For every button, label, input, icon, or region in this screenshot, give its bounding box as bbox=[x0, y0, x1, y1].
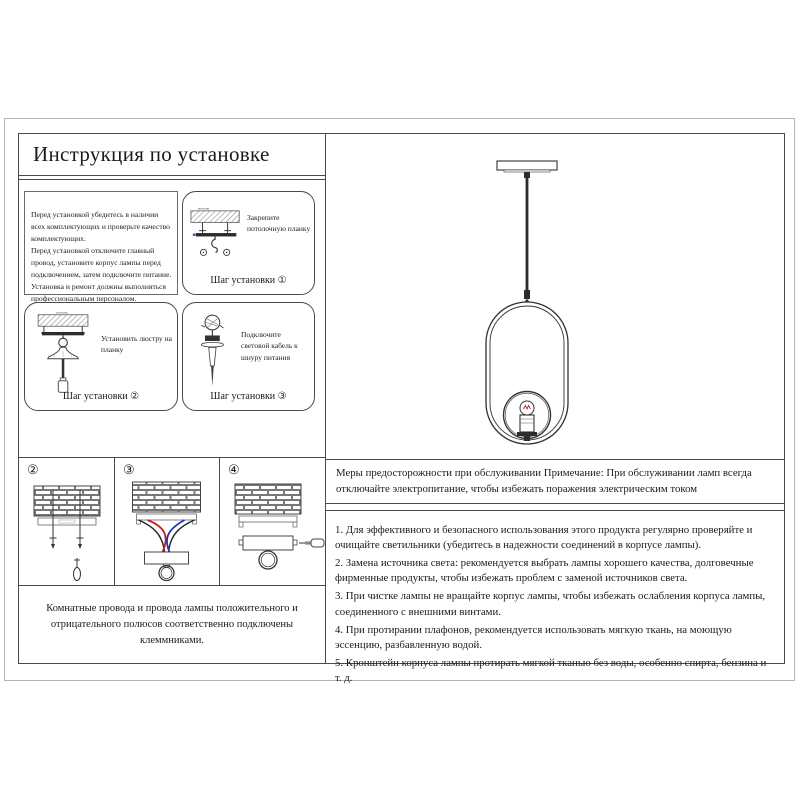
wire-connection-diagram bbox=[193, 311, 241, 395]
install-step-3-box bbox=[182, 302, 315, 411]
maintenance-item: 4. При протирании плафонов, рекомендуется использовать мягкую ткань, на моющую эссенцию, разбавленную водой. bbox=[335, 623, 732, 651]
instruction-sheet bbox=[18, 133, 785, 684]
step-2-label: Шаг установки ② bbox=[62, 391, 140, 402]
install-step-2-box bbox=[24, 302, 178, 411]
ceiling-label: потолок bbox=[197, 206, 210, 211]
step-3-label: Шаг установки ③ bbox=[210, 391, 287, 402]
ceiling-label: потолок bbox=[56, 310, 68, 315]
panel-3-number: ③ bbox=[123, 462, 135, 477]
installation-column bbox=[19, 134, 326, 663]
pre-install-warning-text: Перед установкой убедитесь в наличии всех комплектующих и проверьте качество комплектующих. Перед установкой отключите главный провод, установите корпус лампы перед подключением, затем подключите питание. Установка и ремонт должны выполняться профессиональным персоналом. bbox=[31, 209, 172, 303]
wiring-note-text: Комнатные провода и провода лампы положительного и отрицательного полюсов соответственно подключены клеммниками. bbox=[46, 603, 298, 646]
bulb-filament bbox=[524, 406, 531, 410]
wire-mark bbox=[193, 234, 195, 236]
panel-tighten bbox=[220, 458, 325, 585]
step-2-caption: Установить люстру на планку bbox=[101, 334, 172, 355]
step-1-label: Шаг установки ① bbox=[210, 275, 287, 286]
panel-screws bbox=[19, 458, 115, 585]
precaution-text: Меры предосторожности при обслуживании Примечание: При обслуживании ламп всегда отключайте электропитание, чтобы избежать поражения электрическим током bbox=[336, 467, 752, 495]
precaution-box bbox=[326, 459, 784, 504]
maintenance-item: 3. При чистке лампы не вращайте корпус лампы, чтобы избежать ослабления корпуса лампы, соединенного с внешними винтами. bbox=[335, 590, 766, 618]
pre-install-warning-box bbox=[24, 191, 178, 303]
screwdriver-fixing-diagram bbox=[220, 460, 326, 587]
panel-wiring bbox=[115, 458, 220, 585]
pendant-lamp-drawing bbox=[464, 156, 590, 452]
ceiling-bracket-diagram bbox=[189, 204, 245, 266]
red-wire bbox=[148, 520, 166, 552]
wall-screws-diagram bbox=[19, 460, 115, 587]
chandelier-mount-diagram bbox=[33, 309, 95, 399]
step-3-caption: Подключите световой кабель к шнуру питания bbox=[241, 330, 298, 362]
maintenance-item: 5. Кронштейн корпуса лампы протирать мягкой тканью без воды, особенно спирта, бензина и т. д. bbox=[335, 656, 767, 684]
panel-2-number: ② bbox=[27, 462, 39, 477]
maintenance-list bbox=[326, 510, 784, 684]
page-title: Инструкция по установке bbox=[33, 142, 270, 166]
maintenance-item: 1. Для эффективного и безопасного использования этого продукта регулярно проверяйте и очищайте светильники (убедитесь в надежности соединений в корпусе лампы). bbox=[335, 524, 753, 552]
step-1-caption: Закрепите потолочную планку bbox=[247, 213, 311, 234]
title-row bbox=[19, 134, 325, 176]
wiring-note bbox=[19, 586, 325, 663]
install-step-1-box bbox=[182, 191, 315, 295]
wire-hookup-diagram bbox=[115, 460, 220, 587]
screwdriver-icon bbox=[299, 539, 324, 547]
detail-panels-row bbox=[19, 457, 325, 586]
title-divider bbox=[19, 179, 325, 180]
maintenance-item: 2. Замена источника света: рекомендуется выбрать лампы хорошего качества, долговечные фирменные продукты, чтобы избежать проблем с заменой источников света. bbox=[335, 557, 754, 585]
maintenance-column bbox=[326, 134, 784, 684]
lamp-drawing-area bbox=[326, 134, 784, 459]
hook-icon bbox=[212, 236, 217, 252]
panel-4-number: ④ bbox=[228, 462, 240, 477]
